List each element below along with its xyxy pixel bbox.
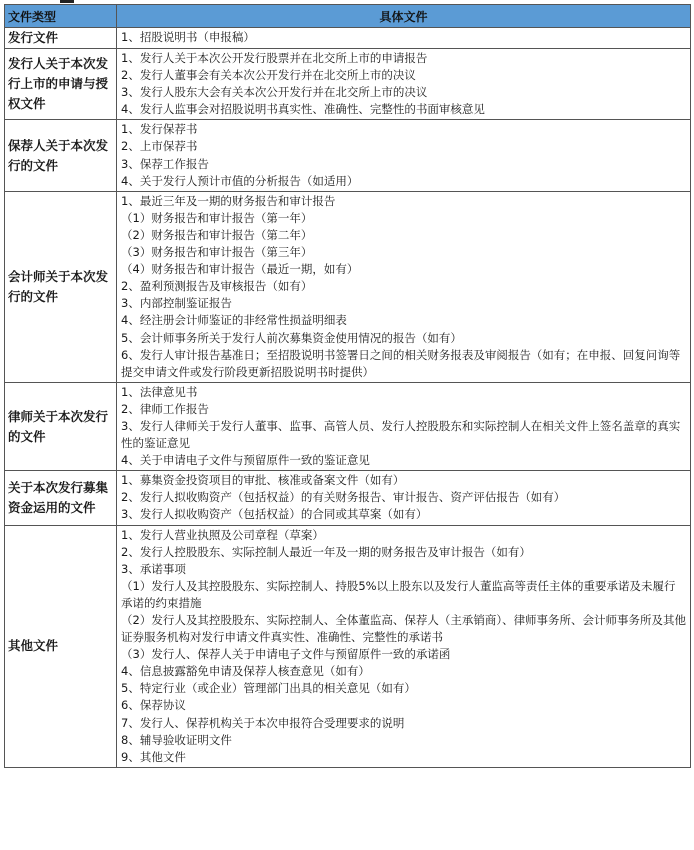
file-list-item: 4、信息披露豁免申请及保荐人核查意见（如有）	[121, 664, 370, 679]
file-list-item: 3、发行人股东大会有关本次公开发行并在北交所上市的决议	[121, 85, 428, 100]
file-type-cell: 发行人关于本次发行上市的申请与授权文件	[5, 49, 117, 120]
file-list-item: （3）发行人、保荐人关于申请电子文件与预留原件一致的承诺函	[121, 647, 451, 662]
file-list-item: 6、保荐协议	[121, 698, 186, 713]
file-list-item: 1、法律意见书	[121, 384, 198, 399]
file-type-cell: 其他文件	[5, 525, 117, 767]
file-list-item: （2）财务报告和审计报告（第二年）	[121, 227, 313, 242]
file-list-item: 5、特定行业（或企业）管理部门出具的相关意见（如有）	[121, 681, 416, 696]
file-list-item: 1、募集资金投资项目的审批、核准或备案文件（如有）	[121, 473, 405, 488]
file-list-item: 1、最近三年及一期的财务报告和审计报告	[121, 193, 336, 208]
file-list-item: （1）财务报告和审计报告（第一年）	[121, 210, 313, 225]
file-list-item: 1、发行人关于本次公开发行股票并在北交所上市的申请报告	[121, 51, 428, 65]
file-list-item: 2、发行人控股股东、实际控制人最近一年及一期的财务报告及审计报告（如有）	[121, 544, 531, 559]
file-list-item: 9、其他文件	[121, 749, 186, 764]
header-file-type: 文件类型	[5, 5, 117, 28]
file-list-item: （4）财务报告和审计报告（最近一期，如有）	[121, 262, 359, 277]
cropped-text-fragment	[60, 0, 74, 3]
file-list-item: 2、发行人拟收购资产（包括权益）的有关财务报告、审计报告、资产评估报告（如有）	[121, 490, 566, 505]
table-body	[5, 28, 691, 768]
file-list-item: 4、关于发行人预计市值的分析报告（如适用）	[121, 173, 359, 188]
file-list-item: （3）财务报告和审计报告（第三年）	[121, 245, 313, 260]
file-list-cell	[117, 525, 691, 767]
file-list-item: 2、律师工作报告	[121, 401, 209, 416]
table-row	[5, 28, 691, 49]
file-list-item: 8、辅导验收证明文件	[121, 732, 232, 747]
file-list-item: 7、发行人、保荐机构关于本次申报符合受理要求的说明	[121, 715, 405, 730]
file-type-cell: 保荐人关于本次发行的文件	[5, 120, 117, 191]
table-row	[5, 382, 691, 470]
file-type-cell: 关于本次发行募集资金运用的文件	[5, 471, 117, 525]
file-list-item: 1、发行保荐书	[121, 122, 198, 137]
file-type-cell: 律师关于本次发行的文件	[5, 382, 117, 470]
table-row	[5, 49, 691, 120]
file-list-cell	[117, 471, 691, 525]
file-list-item: 3、保荐工作报告	[121, 156, 209, 171]
file-list-cell	[117, 120, 691, 191]
file-list-item: 4、关于申请电子文件与预留原件一致的鉴证意见	[121, 453, 370, 468]
header-specific-files: 具体文件	[117, 5, 691, 28]
file-list-item: 4、发行人监事会对招股说明书真实性、准确性、完整性的书面审核意见	[121, 102, 485, 117]
table-row	[5, 471, 691, 525]
file-list-item: 3、发行人拟收购资产（包括权益）的合同或其草案（如有）	[121, 507, 428, 522]
file-list-item: 2、发行人董事会有关本次公开发行并在北交所上市的决议	[121, 68, 416, 83]
file-list-item: 3、内部控制鉴证报告	[121, 296, 232, 311]
file-list-item: （2）发行人及其控股股东、实际控制人、全体董监高、保荐人（主承销商）、律师事务所、会计师事务所及其他证券服务机构对发行申请文件真实性、准确性、完整性的承诺书	[121, 613, 687, 645]
file-list-cell	[117, 49, 691, 120]
table-row	[5, 120, 691, 191]
file-list-item: 5、会计师事务所关于发行人前次募集资金使用情况的报告（如有）	[121, 330, 462, 345]
file-list-item: 1、发行人营业执照及公司章程（草案）	[121, 527, 324, 542]
file-list-item: 2、上市保荐书	[121, 139, 198, 154]
document-table	[4, 4, 691, 768]
file-type-cell: 发行文件	[5, 28, 117, 49]
file-list-cell	[117, 191, 691, 382]
file-list-cell	[117, 382, 691, 470]
file-list-item: 4、经注册会计师鉴证的非经常性损益明细表	[121, 313, 347, 328]
file-list-item: 2、盈利预测报告及审核报告（如有）	[121, 279, 313, 294]
table-row	[5, 191, 691, 382]
file-list-item: （1）发行人及其控股股东、实际控制人、持股5%以上股东以及发行人董监高等责任主体的重要承诺及未履行承诺的约束措施	[121, 578, 676, 610]
file-list-item: 6、发行人审计报告基准日；至招股说明书签署日之间的相关财务报表及审阅报告（如有；在申报、回复问询等提交申请文件或发行阶段更新招股说明书时提供）	[121, 347, 681, 379]
file-list-cell	[117, 28, 691, 49]
file-type-cell: 会计师关于本次发行的文件	[5, 191, 117, 382]
table-header-row	[5, 5, 691, 28]
file-list-item: 1、招股说明书（申报稿）	[121, 30, 255, 45]
file-list-item: 3、发行人律师关于发行人董事、监事、高管人员、发行人控股股东和实际控制人在相关文件上签名盖章的真实性的鉴证意见	[121, 418, 681, 451]
table-row	[5, 525, 691, 767]
file-list-item: 3、承诺事项	[121, 561, 186, 576]
